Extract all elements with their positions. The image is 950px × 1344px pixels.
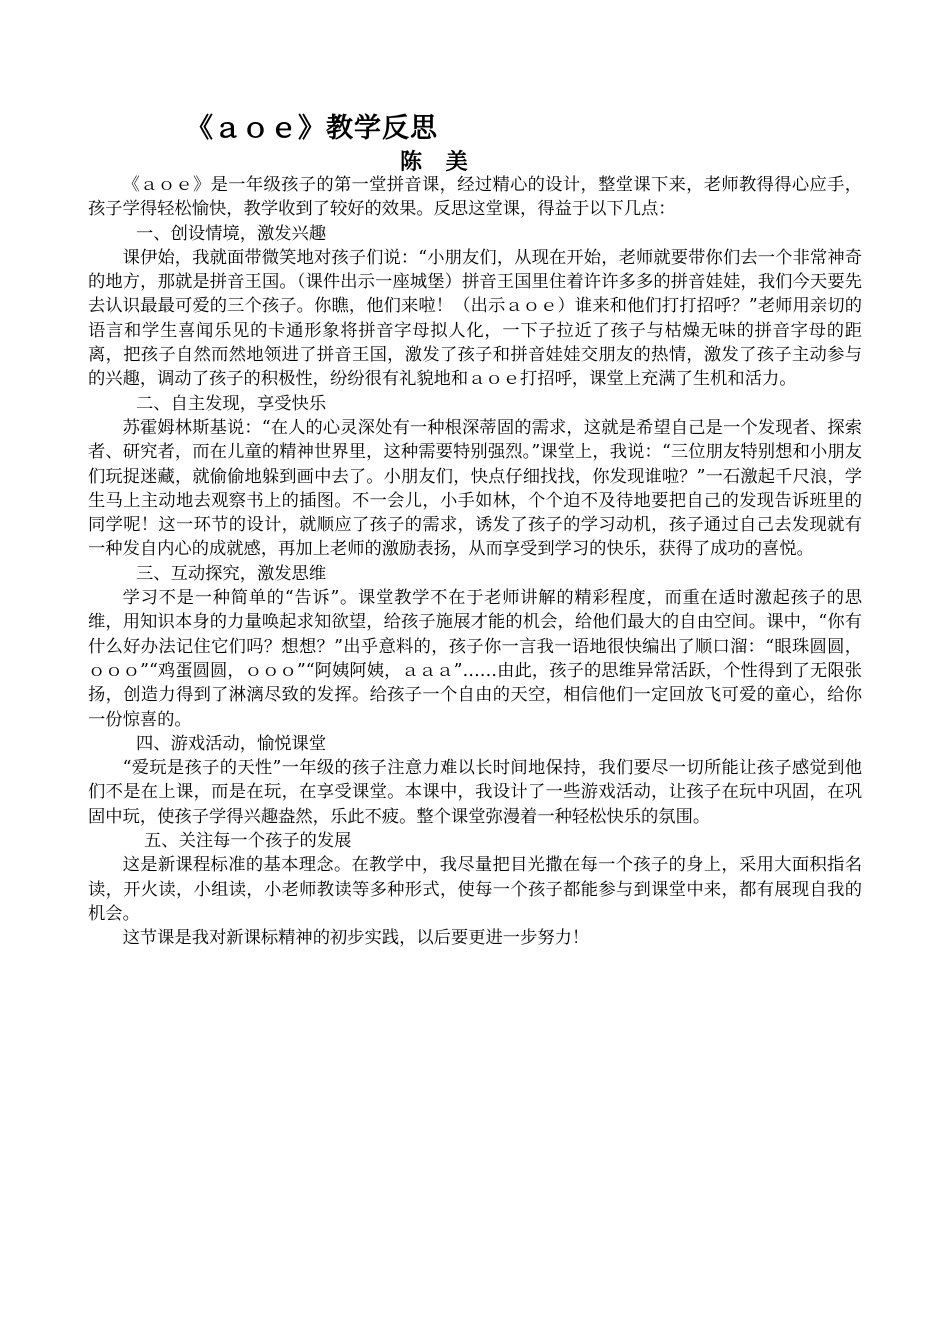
document-title: 《ａｏｅ》教学反思 <box>186 113 438 144</box>
document-body <box>88 173 862 951</box>
body-paragraph: 学习不是一种简单的“告诉”。课堂教学不在于老师讲解的精彩程度，而重在适时激起孩子的思维，用知识本身的力量唤起求知欲望，给孩子施展才能的机会，给他们最大的自由空间。课中，“你有什么好办法记住它们吗？想想？”出乎意料的，孩子你一言我一语地很快编出了顺口溜：“眼珠圆圆，ｏｏｏ”“鸡蛋圆圆，ｏｏｏ”“阿姨阿姨，ａａａ”……由此，孩子的思维异常活跃，个性得到了无限张扬，创造力得到了淋漓尽致的发挥。给孩子一个自由的天空，相信他们一定回放飞可爱的童心，给你一份惊喜的。 <box>88 588 862 730</box>
closing-paragraph: 这节课是我对新课标精神的初步实践，以后要更进一步努力！ <box>122 928 590 949</box>
body-paragraph: 苏霍姆林斯基说：“在人的心灵深处有一种根深蒂固的需求，这就是希望自己是一个发现者、探索者、研究者，而在儿童的精神世界里，这种需要特别强烈。”课堂上，我说：“三位朋友特别想和小朋友们玩捉迷藏，就偷偷地躲到画中去了。小朋友们，快点仔细找找，你发现谁啦？”一石激起千尺浪，学生马上主动地去观察书上的插图。不一会儿，小手如林，个个迫不及待地要把自己的发现告诉班里的同学呢！这一环节的设计，就顺应了孩子的需求，诱发了孩子的学习动机，孩子通过自己去发现就有一种发自内心的成就感，再加上老师的激励表扬，从而享受到学习的快乐，获得了成功的喜悦。 <box>88 417 862 560</box>
section-heading: 三、互动探究，激发思维 <box>136 563 327 584</box>
author-name: 陈 美 <box>400 149 476 175</box>
intro-paragraph: 《ａｏｅ》是一年级孩子的第一堂拼音课，经过精心的设计，整堂课下来，老师教得得心应手，孩子学得轻松愉快，教学收到了较好的效果。反思这堂课，得益于以下几点： <box>88 175 862 220</box>
body-paragraph: 这是新课程标准的基本理念。在教学中，我尽量把目光撒在每一个孩子的身上，采用大面积指名读，开火读，小组读，小老师教读等多种形式，使每一个孩子都能参与到课堂中来，都有展现自我的机会。 <box>88 855 862 924</box>
section-heading: 一、创设情境，激发兴趣 <box>136 223 327 244</box>
section-heading: 二、自主发现，享受快乐 <box>136 393 327 414</box>
section-heading: 四、游戏活动，愉悦课堂 <box>136 733 327 754</box>
body-paragraph: 课伊始，我就面带微笑地对孩子们说：“小朋友们，从现在开始，老师就要带你们去一个非常神奇的地方，那就是拼音王国。（课件出示一座城堡）拼音王国里住着许许多多的拼音娃娃，我们今天要先去认识最最可爱的三个孩子。你瞧，他们来啦！（出示ａｏｅ）谁来和他们打打招呼？”老师用亲切的语言和学生喜闻乐见的卡通形象将拼音字母拟人化，一下子拉近了孩子与枯燥无味的拼音字母的距离，把孩子自然而然地领进了拼音王国，激发了孩子和拼音娃娃交朋友的热情，激发了孩子主动参与的兴趣，调动了孩子的积极性，纷纷很有礼貌地和ａｏｅ打招呼，课堂上充满了生机和活力。 <box>88 247 862 390</box>
body-paragraph: “爱玩是孩子的天性”一年级的孩子注意力难以长时间地保持，我们要尽一切所能让孩子感觉到他们不是在上课，而是在玩，在享受课堂。本课中，我设计了一些游戏活动，让孩子在玩中巩固，在巩固中玩，使孩子学得兴趣盎然，乐此不疲。整个课堂弥漫着一种轻松快乐的氛围。 <box>88 758 862 827</box>
section-heading: 五、关注每一个孩子的发展 <box>144 831 352 852</box>
